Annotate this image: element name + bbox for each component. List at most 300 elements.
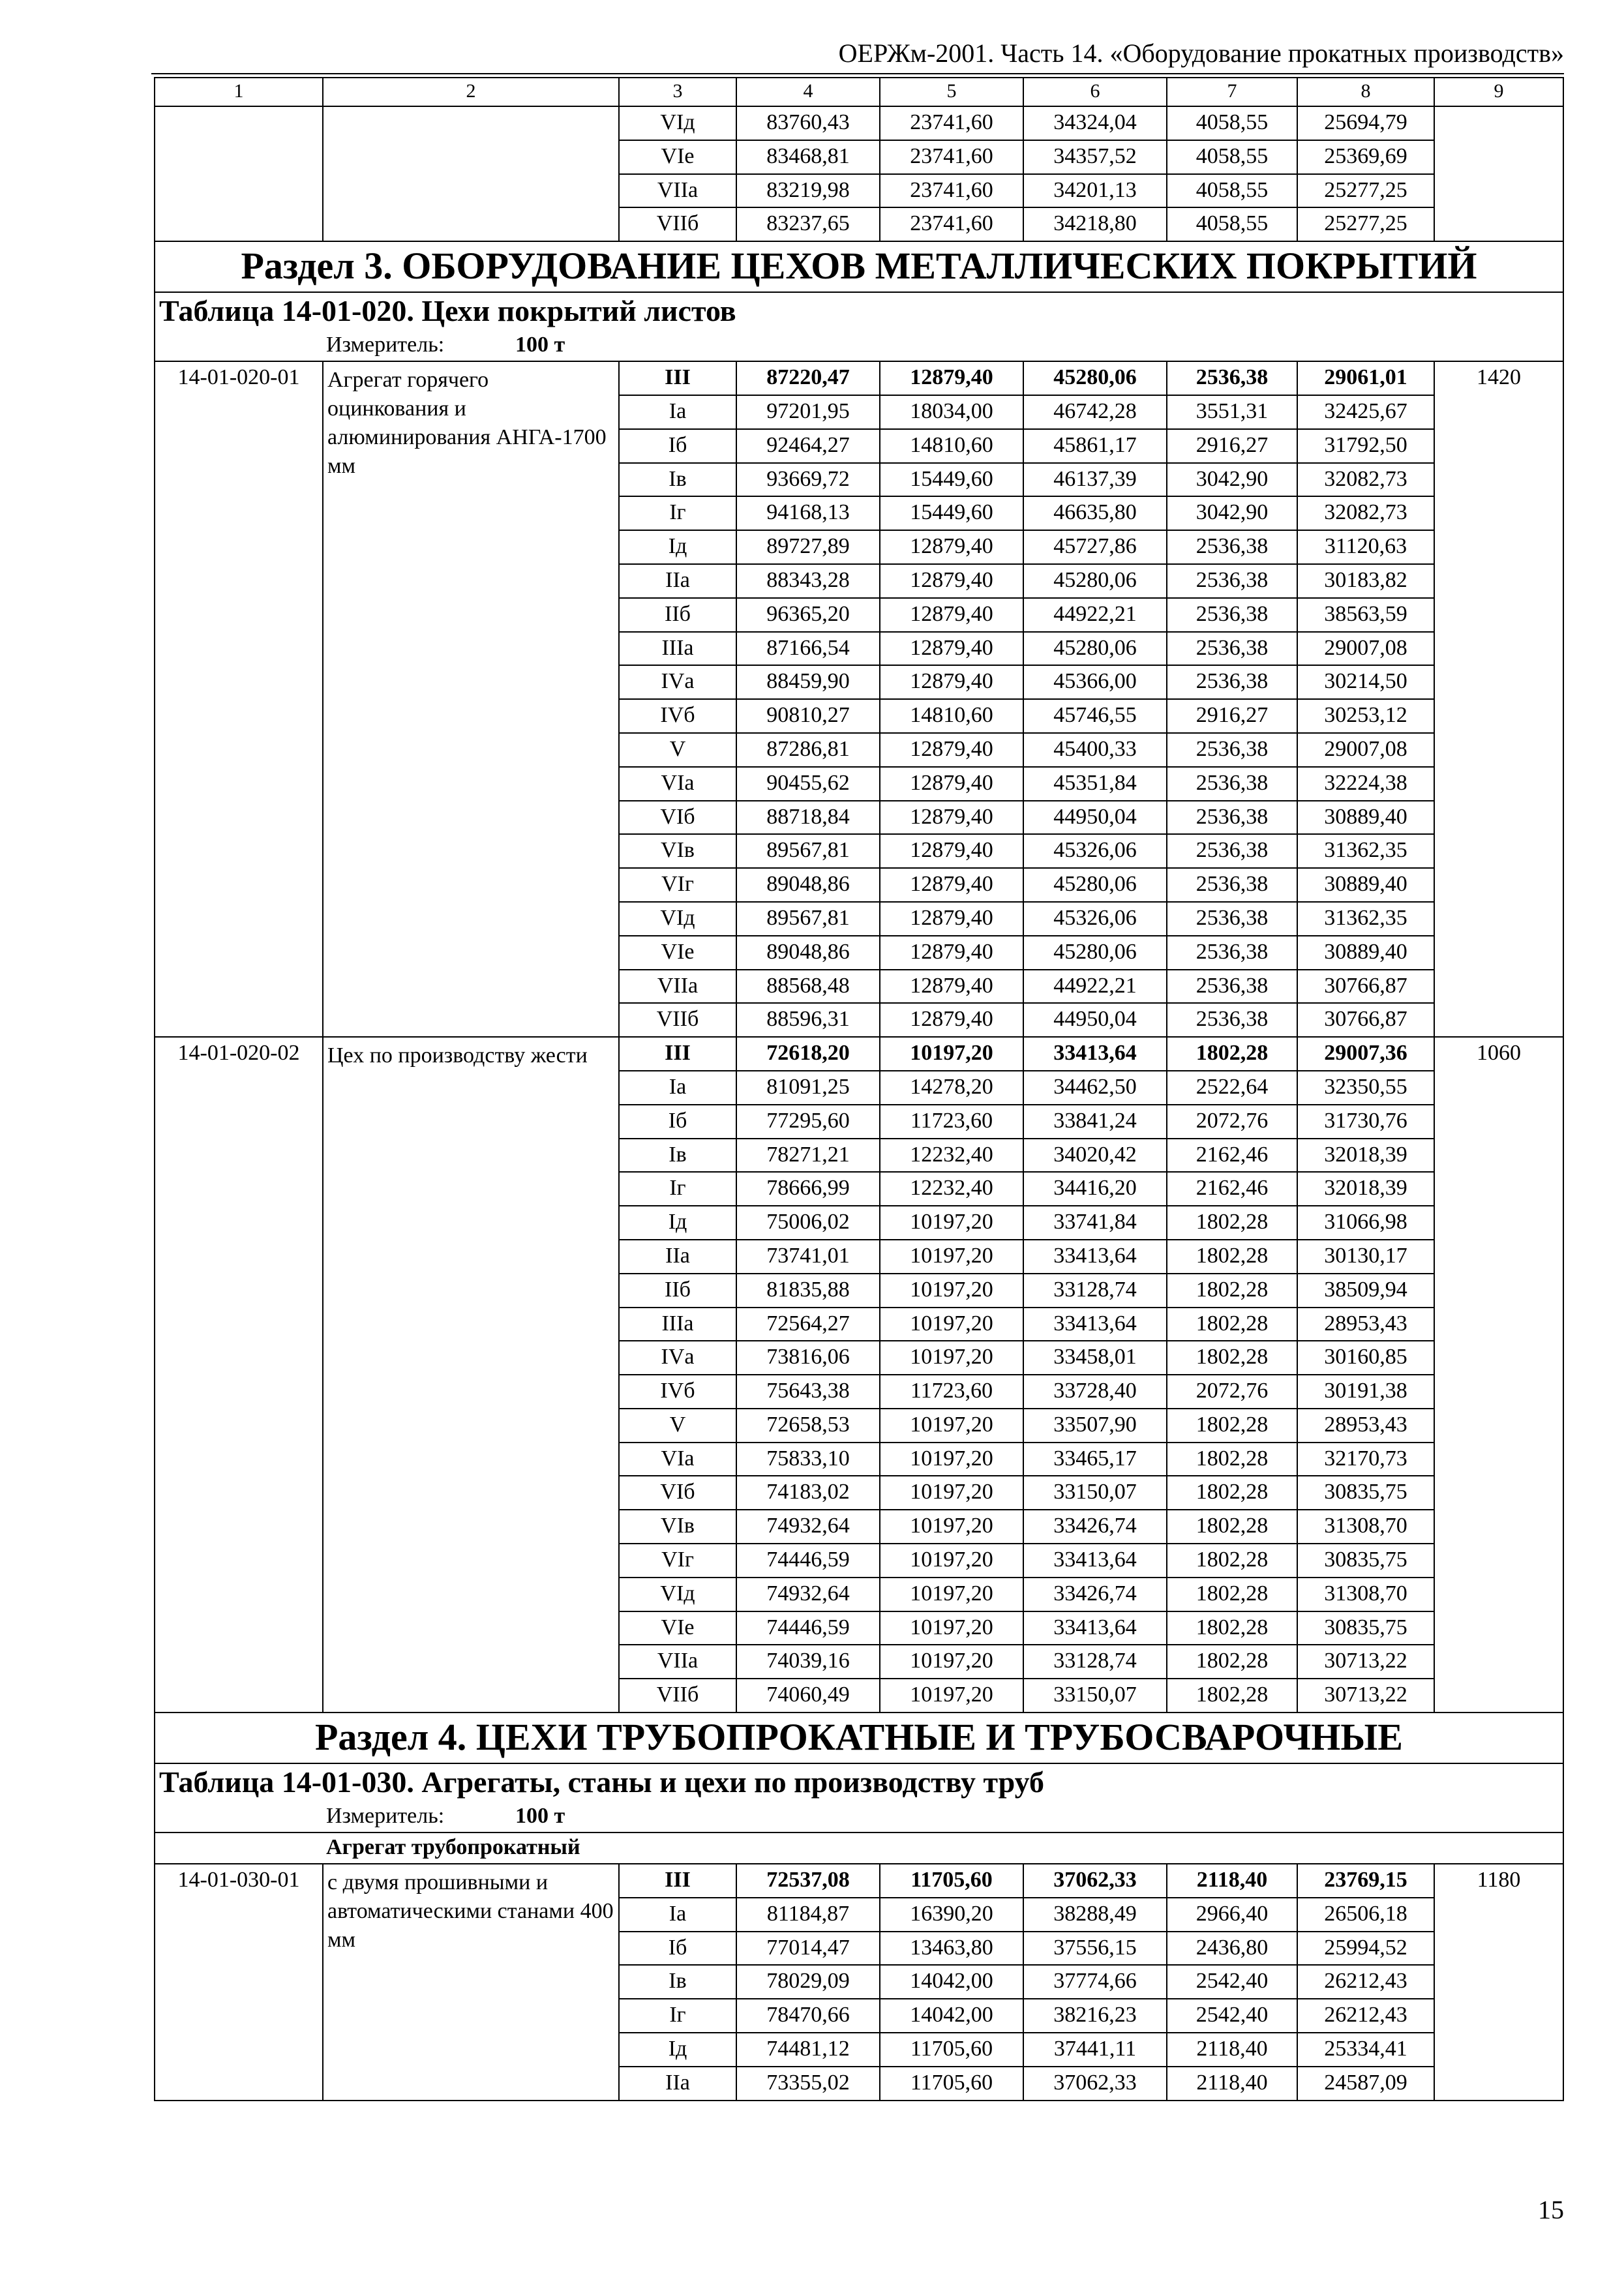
price-cell: 44950,04 — [1023, 801, 1167, 835]
zone-cell: IIб — [619, 1274, 736, 1308]
price-cell: 33841,24 — [1023, 1105, 1167, 1139]
zone-cell: Iа — [619, 395, 736, 429]
price-cell: 25277,25 — [1297, 207, 1434, 241]
price-cell: 32425,67 — [1297, 395, 1434, 429]
zone-cell: IIIа — [619, 1308, 736, 1341]
price-cell: 23741,60 — [880, 174, 1023, 208]
price-cell: 25334,41 — [1297, 2033, 1434, 2067]
price-cell: 2118,40 — [1167, 2067, 1297, 2101]
price-cell: 1802,28 — [1167, 1341, 1297, 1375]
price-cell: 74060,49 — [736, 1679, 880, 1713]
price-cell: 12879,40 — [880, 530, 1023, 564]
price-cell: 30889,40 — [1297, 936, 1434, 970]
column-number: 1 — [155, 78, 323, 106]
price-cell: 75833,10 — [736, 1443, 880, 1476]
price-cell: 30835,75 — [1297, 1544, 1434, 1578]
price-cell: 1802,28 — [1167, 1240, 1297, 1274]
price-cell: 4058,55 — [1167, 207, 1297, 241]
price-cell: 74039,16 — [736, 1645, 880, 1679]
price-cell: 37774,66 — [1023, 1965, 1167, 1999]
table-row — [155, 1037, 1563, 1071]
price-cell: 12879,40 — [880, 767, 1023, 801]
price-cell: 74446,59 — [736, 1544, 880, 1578]
price-cell: 10197,20 — [880, 1510, 1023, 1544]
price-cell: 94168,13 — [736, 496, 880, 530]
price-cell: 33413,64 — [1023, 1240, 1167, 1274]
price-cell: 2536,38 — [1167, 733, 1297, 767]
price-cell: 45280,06 — [1023, 936, 1167, 970]
column-number: 6 — [1023, 78, 1167, 106]
price-cell: 74481,12 — [736, 2033, 880, 2067]
price-cell: 26212,43 — [1297, 1965, 1434, 1999]
price-cell: 1802,28 — [1167, 1476, 1297, 1510]
table-title: Таблица 14-01-020. Цехи покрытий листов — [155, 292, 1563, 331]
price-cell: 1802,28 — [1167, 1308, 1297, 1341]
price-cell: 1802,28 — [1167, 1578, 1297, 1611]
price-cell: 87220,47 — [736, 361, 880, 395]
price-cell: 88459,90 — [736, 665, 880, 699]
price-cell: 75006,02 — [736, 1206, 880, 1240]
price-cell: 1802,28 — [1167, 1409, 1297, 1443]
zone-cell: IIб — [619, 598, 736, 632]
price-cell: 45326,06 — [1023, 834, 1167, 868]
price-cell: 4058,55 — [1167, 174, 1297, 208]
zone-cell: VIIб — [619, 1679, 736, 1713]
column-number: 9 — [1434, 78, 1563, 106]
price-cell: 89048,86 — [736, 936, 880, 970]
price-cell: 13463,80 — [880, 1932, 1023, 1966]
price-cell: 2536,38 — [1167, 564, 1297, 598]
zone-cell: Iб — [619, 1105, 736, 1139]
price-cell: 34201,13 — [1023, 174, 1167, 208]
price-cell: 1802,28 — [1167, 1611, 1297, 1645]
zone-cell: IIа — [619, 564, 736, 598]
zone-cell: Iв — [619, 1965, 736, 1999]
price-cell: 1802,28 — [1167, 1274, 1297, 1308]
price-cell: 1802,28 — [1167, 1443, 1297, 1476]
price-cell: 34020,42 — [1023, 1139, 1167, 1173]
section-title: Раздел 3. ОБОРУДОВАНИЕ ЦЕХОВ МЕТАЛЛИЧЕСКИХ ПОКРЫТИЙ — [155, 241, 1563, 292]
price-cell: 30253,12 — [1297, 699, 1434, 733]
price-cell: 2536,38 — [1167, 834, 1297, 868]
price-cell: 74932,64 — [736, 1578, 880, 1611]
price-cell: 11705,60 — [880, 2033, 1023, 2067]
price-cell: 3551,31 — [1167, 395, 1297, 429]
mass-cell — [1434, 106, 1563, 241]
price-cell: 12879,40 — [880, 801, 1023, 835]
price-cell: 78271,21 — [736, 1139, 880, 1173]
price-cell: 2536,38 — [1167, 598, 1297, 632]
price-cell: 30889,40 — [1297, 801, 1434, 835]
price-cell: 78470,66 — [736, 1999, 880, 2033]
mass-cell: 1180 — [1434, 1864, 1563, 2101]
price-cell: 74446,59 — [736, 1611, 880, 1645]
price-cell: 2536,38 — [1167, 530, 1297, 564]
price-cell: 29007,08 — [1297, 733, 1434, 767]
table-row — [155, 361, 1563, 395]
price-cell: 2536,38 — [1167, 936, 1297, 970]
price-cell: 2966,40 — [1167, 1898, 1297, 1932]
price-cell: 2916,27 — [1167, 699, 1297, 733]
price-cell: 75643,38 — [736, 1375, 880, 1409]
price-cell: 30835,75 — [1297, 1611, 1434, 1645]
section-title: Раздел 4. ЦЕХИ ТРУБОПРОКАТНЫЕ И ТРУБОСВАРОЧНЫЕ — [155, 1713, 1563, 1763]
price-cell: 89567,81 — [736, 834, 880, 868]
price-cell: 25277,25 — [1297, 174, 1434, 208]
price-cell: 12879,40 — [880, 970, 1023, 1004]
price-cell: 31066,98 — [1297, 1206, 1434, 1240]
column-number-row — [155, 78, 1563, 106]
price-cell: 31308,70 — [1297, 1510, 1434, 1544]
zone-cell: VIIа — [619, 174, 736, 208]
zone-cell: Iг — [619, 1172, 736, 1206]
price-cell: 2072,76 — [1167, 1105, 1297, 1139]
zone-cell: Iд — [619, 530, 736, 564]
price-cell: 15449,60 — [880, 496, 1023, 530]
measure-row — [155, 331, 1563, 361]
item-code: 14-01-030-01 — [155, 1864, 323, 2101]
zone-cell: IIа — [619, 2067, 736, 2101]
zone-cell: III — [619, 1864, 736, 1898]
zone-cell: V — [619, 733, 736, 767]
price-cell: 89727,89 — [736, 530, 880, 564]
zone-cell: VIг — [619, 1544, 736, 1578]
price-cell: 89567,81 — [736, 902, 880, 936]
price-cell: 87166,54 — [736, 632, 880, 666]
price-cell: 33426,74 — [1023, 1510, 1167, 1544]
price-cell: 25994,52 — [1297, 1932, 1434, 1966]
price-cell: 81835,88 — [736, 1274, 880, 1308]
price-cell: 23741,60 — [880, 106, 1023, 140]
zone-cell: IVа — [619, 1341, 736, 1375]
price-cell: 12232,40 — [880, 1139, 1023, 1173]
price-cell: 12879,40 — [880, 665, 1023, 699]
zone-cell: VIа — [619, 767, 736, 801]
page-number: 15 — [1538, 2195, 1564, 2224]
price-cell: 45746,55 — [1023, 699, 1167, 733]
price-cell: 88596,31 — [736, 1003, 880, 1037]
table-title-row — [155, 1763, 1563, 1802]
measure-row — [155, 1802, 1563, 1833]
zone-cell: IIIа — [619, 632, 736, 666]
price-cell: 1802,28 — [1167, 1544, 1297, 1578]
price-cell: 2536,38 — [1167, 632, 1297, 666]
zone-cell: Iб — [619, 429, 736, 463]
price-cell: 44950,04 — [1023, 1003, 1167, 1037]
price-cell: 33128,74 — [1023, 1274, 1167, 1308]
zone-cell: VIд — [619, 106, 736, 140]
price-cell: 1802,28 — [1167, 1679, 1297, 1713]
price-cell: 45280,06 — [1023, 868, 1167, 902]
price-cell: 45727,86 — [1023, 530, 1167, 564]
price-cell: 38509,94 — [1297, 1274, 1434, 1308]
item-code — [155, 106, 323, 241]
price-cell: 72618,20 — [736, 1037, 880, 1071]
zone-cell: VIIа — [619, 970, 736, 1004]
price-cell: 2162,46 — [1167, 1139, 1297, 1173]
price-cell: 16390,20 — [880, 1898, 1023, 1932]
table-title-row — [155, 292, 1563, 331]
price-cell: 32018,39 — [1297, 1172, 1434, 1206]
price-cell: 10197,20 — [880, 1476, 1023, 1510]
price-cell: 89048,86 — [736, 868, 880, 902]
price-cell: 31362,35 — [1297, 902, 1434, 936]
price-cell: 2162,46 — [1167, 1172, 1297, 1206]
price-cell: 88343,28 — [736, 564, 880, 598]
price-cell: 2916,27 — [1167, 429, 1297, 463]
price-cell: 18034,00 — [880, 395, 1023, 429]
measure-value: 100 т — [515, 333, 565, 357]
price-cell: 33413,64 — [1023, 1037, 1167, 1071]
price-cell: 93669,72 — [736, 463, 880, 497]
column-number: 7 — [1167, 78, 1297, 106]
price-cell: 23769,15 — [1297, 1864, 1434, 1898]
price-cell: 45351,84 — [1023, 767, 1167, 801]
price-cell: 3042,90 — [1167, 496, 1297, 530]
price-cell: 33465,17 — [1023, 1443, 1167, 1476]
price-cell: 31362,35 — [1297, 834, 1434, 868]
price-cell: 73816,06 — [736, 1341, 880, 1375]
item-code: 14-01-020-02 — [155, 1037, 323, 1713]
price-cell: 1802,28 — [1167, 1645, 1297, 1679]
zone-cell: III — [619, 361, 736, 395]
price-cell: 30191,38 — [1297, 1375, 1434, 1409]
price-cell: 11705,60 — [880, 1864, 1023, 1898]
price-cell: 24587,09 — [1297, 2067, 1434, 2101]
zone-cell: III — [619, 1037, 736, 1071]
price-cell: 72564,27 — [736, 1308, 880, 1341]
price-cell: 72537,08 — [736, 1864, 880, 1898]
price-cell: 11723,60 — [880, 1105, 1023, 1139]
mass-cell: 1420 — [1434, 361, 1563, 1037]
price-cell: 83219,98 — [736, 174, 880, 208]
item-name — [323, 106, 619, 241]
price-cell: 83468,81 — [736, 140, 880, 174]
price-cell: 11705,60 — [880, 2067, 1023, 2101]
price-cell: 2536,38 — [1167, 970, 1297, 1004]
price-cell: 10197,20 — [880, 1240, 1023, 1274]
price-cell: 81091,25 — [736, 1071, 880, 1105]
price-cell: 83237,65 — [736, 207, 880, 241]
price-cell: 30130,17 — [1297, 1240, 1434, 1274]
item-name: Агрегат горячего оцинкования и алюминирования АНГА-1700 мм — [323, 361, 619, 1037]
subheading: Агрегат трубопрокатный — [326, 1835, 580, 1860]
price-cell: 23741,60 — [880, 207, 1023, 241]
price-cell: 37062,33 — [1023, 2067, 1167, 2101]
price-cell: 31308,70 — [1297, 1578, 1434, 1611]
price-cell: 10197,20 — [880, 1037, 1023, 1071]
price-cell: 12879,40 — [880, 868, 1023, 902]
zone-cell: IVб — [619, 699, 736, 733]
price-cell: 46137,39 — [1023, 463, 1167, 497]
price-cell: 12879,40 — [880, 632, 1023, 666]
price-cell: 4058,55 — [1167, 106, 1297, 140]
price-cell: 30713,22 — [1297, 1645, 1434, 1679]
price-cell: 26506,18 — [1297, 1898, 1434, 1932]
price-cell: 45861,17 — [1023, 429, 1167, 463]
price-cell: 33741,84 — [1023, 1206, 1167, 1240]
price-cell: 38216,23 — [1023, 1999, 1167, 2033]
price-cell: 72658,53 — [736, 1409, 880, 1443]
price-cell: 28953,43 — [1297, 1308, 1434, 1341]
price-cell: 10197,20 — [880, 1679, 1023, 1713]
section-title-row — [155, 1713, 1563, 1763]
price-cell: 45280,06 — [1023, 361, 1167, 395]
price-cell: 31120,63 — [1297, 530, 1434, 564]
price-cell: 37556,15 — [1023, 1932, 1167, 1966]
zone-cell: VIе — [619, 1611, 736, 1645]
price-cell: 31792,50 — [1297, 429, 1434, 463]
price-cell: 12879,40 — [880, 936, 1023, 970]
price-cell: 2436,80 — [1167, 1932, 1297, 1966]
price-cell: 1802,28 — [1167, 1037, 1297, 1071]
column-number: 4 — [736, 78, 880, 106]
price-cell: 32082,73 — [1297, 463, 1434, 497]
price-cell: 12879,40 — [880, 361, 1023, 395]
price-cell: 33150,07 — [1023, 1679, 1167, 1713]
price-cell: 33728,40 — [1023, 1375, 1167, 1409]
column-number: 2 — [323, 78, 619, 106]
table-row — [155, 106, 1563, 140]
price-cell: 97201,95 — [736, 395, 880, 429]
price-cell: 30835,75 — [1297, 1476, 1434, 1510]
price-cell: 14810,60 — [880, 699, 1023, 733]
price-cell: 10197,20 — [880, 1308, 1023, 1341]
column-number: 8 — [1297, 78, 1434, 106]
zone-cell: VIв — [619, 1510, 736, 1544]
price-cell: 77014,47 — [736, 1932, 880, 1966]
section-title-row — [155, 241, 1563, 292]
subheading-row — [155, 1833, 1563, 1864]
price-cell: 46742,28 — [1023, 395, 1167, 429]
price-cell: 34357,52 — [1023, 140, 1167, 174]
price-cell: 45400,33 — [1023, 733, 1167, 767]
running-header: ОЕРЖм-2001. Часть 14. «Оборудование прокатных производств» — [838, 38, 1564, 68]
price-cell: 90455,62 — [736, 767, 880, 801]
zone-cell: IVа — [619, 665, 736, 699]
zone-cell: VIб — [619, 801, 736, 835]
zone-cell: Iд — [619, 1206, 736, 1240]
price-cell: 25369,69 — [1297, 140, 1434, 174]
subheading-cell — [155, 1833, 1563, 1864]
zone-cell: Iг — [619, 1999, 736, 2033]
price-cell: 30766,87 — [1297, 970, 1434, 1004]
estimate-table — [154, 77, 1564, 2101]
price-cell: 30889,40 — [1297, 868, 1434, 902]
price-cell: 12879,40 — [880, 902, 1023, 936]
mass-cell: 1060 — [1434, 1037, 1563, 1713]
zone-cell: VIд — [619, 902, 736, 936]
zone-cell: IVб — [619, 1375, 736, 1409]
header-rule — [151, 73, 1564, 74]
zone-cell: VIг — [619, 868, 736, 902]
price-cell: 34416,20 — [1023, 1172, 1167, 1206]
zone-cell: VIIб — [619, 1003, 736, 1037]
price-cell: 2536,38 — [1167, 801, 1297, 835]
zone-cell: IIа — [619, 1240, 736, 1274]
price-cell: 2542,40 — [1167, 1965, 1297, 1999]
price-cell: 34218,80 — [1023, 207, 1167, 241]
price-cell: 74932,64 — [736, 1510, 880, 1544]
price-cell: 10197,20 — [880, 1544, 1023, 1578]
price-cell: 10197,20 — [880, 1611, 1023, 1645]
zone-cell: V — [619, 1409, 736, 1443]
price-cell: 25694,79 — [1297, 106, 1434, 140]
price-cell: 2522,64 — [1167, 1071, 1297, 1105]
price-cell: 28953,43 — [1297, 1409, 1434, 1443]
price-cell: 30766,87 — [1297, 1003, 1434, 1037]
column-number: 3 — [619, 78, 736, 106]
price-cell: 12879,40 — [880, 598, 1023, 632]
price-cell: 33507,90 — [1023, 1409, 1167, 1443]
price-cell: 32018,39 — [1297, 1139, 1434, 1173]
price-cell: 33426,74 — [1023, 1578, 1167, 1611]
price-cell: 38563,59 — [1297, 598, 1434, 632]
price-cell: 14278,20 — [880, 1071, 1023, 1105]
price-cell: 32224,38 — [1297, 767, 1434, 801]
price-cell: 33413,64 — [1023, 1308, 1167, 1341]
price-cell: 34462,50 — [1023, 1071, 1167, 1105]
table-row — [155, 1864, 1563, 1898]
price-cell: 88718,84 — [736, 801, 880, 835]
price-cell: 30713,22 — [1297, 1679, 1434, 1713]
column-number: 5 — [880, 78, 1023, 106]
price-cell: 92464,27 — [736, 429, 880, 463]
price-cell: 2118,40 — [1167, 2033, 1297, 2067]
item-code: 14-01-020-01 — [155, 361, 323, 1037]
price-cell: 30160,85 — [1297, 1341, 1434, 1375]
zone-cell: Iв — [619, 1139, 736, 1173]
price-cell: 2536,38 — [1167, 665, 1297, 699]
price-cell: 32082,73 — [1297, 496, 1434, 530]
price-cell: 32170,73 — [1297, 1443, 1434, 1476]
price-cell: 10197,20 — [880, 1206, 1023, 1240]
price-cell: 38288,49 — [1023, 1898, 1167, 1932]
price-cell: 44922,21 — [1023, 970, 1167, 1004]
price-cell: 46635,80 — [1023, 496, 1167, 530]
price-cell: 1802,28 — [1167, 1206, 1297, 1240]
price-cell: 77295,60 — [736, 1105, 880, 1139]
price-cell: 2118,40 — [1167, 1864, 1297, 1898]
price-cell: 96365,20 — [736, 598, 880, 632]
price-cell: 15449,60 — [880, 463, 1023, 497]
price-cell: 45280,06 — [1023, 564, 1167, 598]
price-cell: 78029,09 — [736, 1965, 880, 1999]
price-cell: 2536,38 — [1167, 767, 1297, 801]
price-cell: 45366,00 — [1023, 665, 1167, 699]
price-cell: 26212,43 — [1297, 1999, 1434, 2033]
price-cell: 10197,20 — [880, 1578, 1023, 1611]
price-cell: 44922,21 — [1023, 598, 1167, 632]
price-cell: 83760,43 — [736, 106, 880, 140]
price-cell: 2536,38 — [1167, 902, 1297, 936]
price-cell: 29061,01 — [1297, 361, 1434, 395]
price-cell: 10197,20 — [880, 1645, 1023, 1679]
zone-cell: VIе — [619, 140, 736, 174]
price-cell: 37441,11 — [1023, 2033, 1167, 2067]
zone-cell: VIб — [619, 1476, 736, 1510]
measure-cell — [155, 1802, 1563, 1833]
zone-cell: Iа — [619, 1071, 736, 1105]
zone-cell: Iб — [619, 1932, 736, 1966]
zone-cell: Iд — [619, 2033, 736, 2067]
price-cell: 90810,27 — [736, 699, 880, 733]
zone-cell: Iа — [619, 1898, 736, 1932]
zone-cell: VIд — [619, 1578, 736, 1611]
table-title: Таблица 14-01-030. Агрегаты, станы и цехи по производству труб — [155, 1763, 1563, 1802]
price-cell: 34324,04 — [1023, 106, 1167, 140]
zone-cell: Iг — [619, 496, 736, 530]
